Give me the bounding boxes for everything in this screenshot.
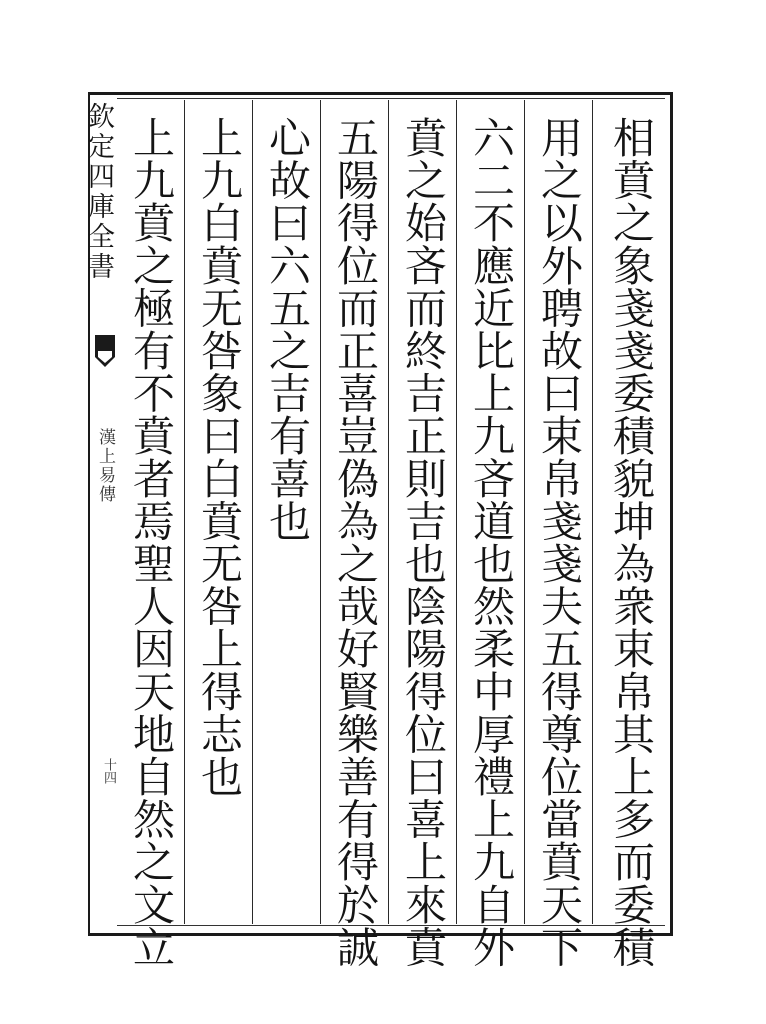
text-column-3: 六二不應近比上九吝道也然柔中厚禮上九自外 (467, 116, 516, 968)
column-rule (388, 100, 389, 924)
fishtail-mark-icon (93, 333, 117, 369)
column-rule (524, 100, 525, 924)
margin-volume-label: 漢上易傳 (95, 428, 115, 504)
text-column-2: 用之以外聘故曰束帛戔戔夫五得尊位當賁天下 (535, 116, 584, 968)
column-rule (252, 100, 253, 924)
column-rule (456, 100, 457, 924)
text-column-5: 五陽得位而正喜豈偽為之哉好賢樂善有得於誠 (331, 116, 380, 968)
column-rule (184, 100, 185, 924)
column-rule (320, 100, 321, 924)
text-column-8: 上九賁之極有不賁者焉聖人因天地自然之文立 (127, 116, 176, 968)
text-column-7: 上九白賁无咎象曰白賁无咎上得志也 (195, 116, 244, 798)
text-column-1: 相賁之象戔戔委積貌坤為衆束帛其上多而委積 (607, 116, 656, 968)
margin-book-title: 欽定四庫全書 (83, 102, 114, 282)
margin-page-number: 十四 (101, 758, 116, 784)
column-rule (592, 100, 593, 924)
text-column-4: 賁之始吝而終吉正則吉也陰陽得位曰喜上來賁 (399, 116, 448, 968)
text-column-6: 心故曰六五之吉有喜也 (263, 116, 312, 542)
